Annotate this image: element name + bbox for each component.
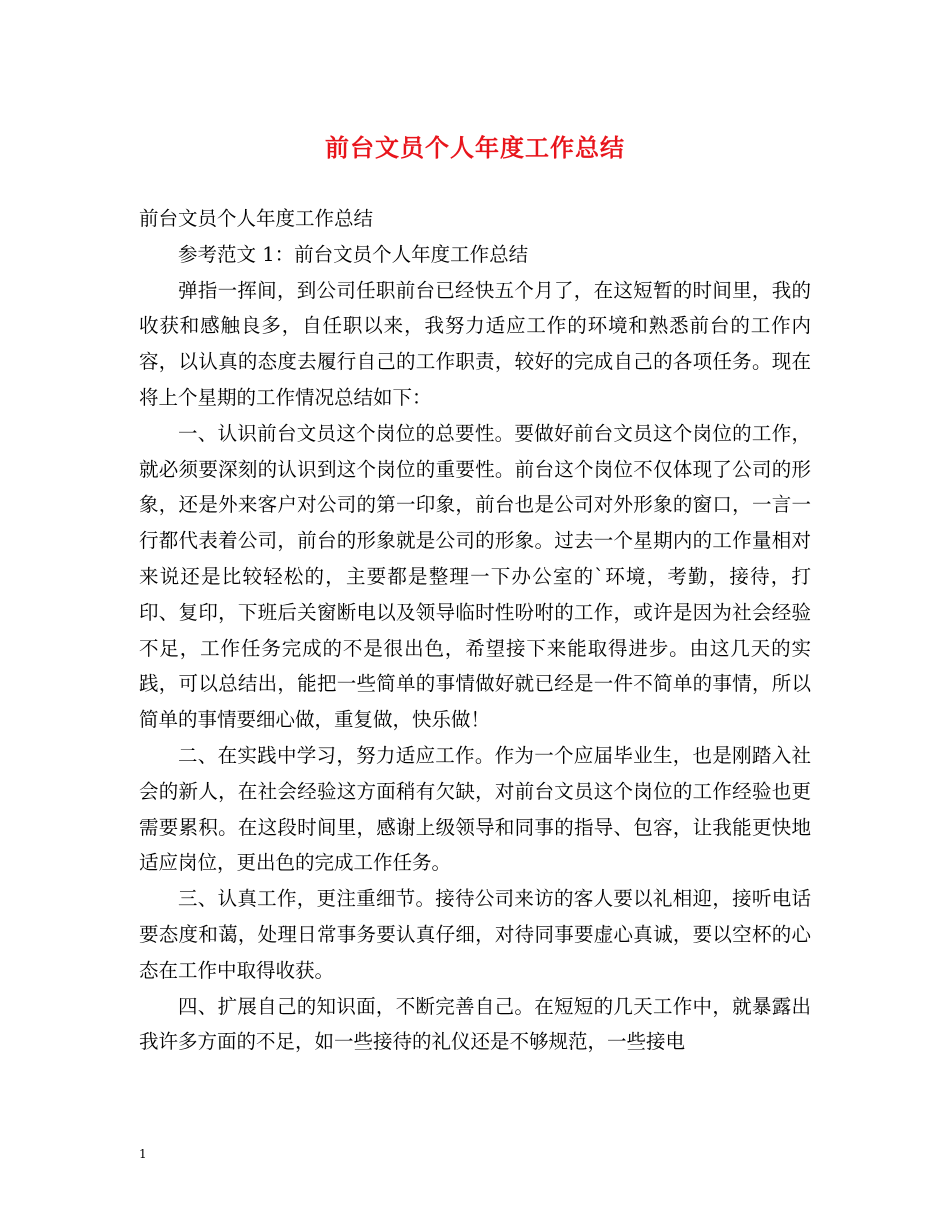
paragraph-intro: 弹指一挥间，到公司任职前台已经快五个月了，在这短暂的时间里，我的收获和感触良多，自任职以来，我努力适应工作的环境和熟悉前台的工作内容，以认真的态度去履行自己的工作职责，较好的完成自己的各项任务。现在将上个星期的工作情况总结如下： (139, 278, 811, 409)
page-number: 1 (139, 1147, 147, 1161)
paragraph-section-4: 四、扩展自己的知识面，不断完善自己。在短短的几天工作中，就暴露出我许多方面的不足，如一些接待的礼仪还是不够规范，一些接电 (139, 994, 811, 1054)
document-subtitle: 前台文员个人年度工作总结 (139, 207, 374, 230)
document-body (139, 201, 811, 1060)
document-title: 前台文员个人年度工作总结 (325, 133, 625, 162)
paragraph-section-1: 一、认识前台文员这个岗位的总要性。要做好前台文员这个岗位的工作，就必须要深刻的认识到这个岗位的重要性。前台这个岗位不仅体现了公司的形象，还是外来客户对公司的第一印象，前台也是公司对外形象的窗口，一言一行都代表着公司，前台的形象就是公司的形象。过去一个星期内的工作量相对来说还是比较轻松的，主要都是整理一下办公室的`环境，考勤，接待，打印、复印，下班后关窗断电以及领导临时性吩咐的工作，或许是因为社会经验不足，工作任务完成的不是很出色，希望接下来能取得进步。由这几天的实践，可以总结出，能把一些简单的事情做好就已经是一件不简单的事情，所以简单的事情要细心做，重复做，快乐做！ (139, 421, 811, 732)
reference-line: 参考范文 1：前台文员个人年度工作总结 (178, 242, 529, 266)
paragraph-section-3: 三、认真工作，更注重细节。接待公司来访的客人要以礼相迎，接听电话要态度和蔼，处理日常事务要认真仔细，对待同事要虚心真诚，要以空杯的心态在工作中取得收获。 (139, 887, 811, 982)
paragraph-section-2: 二、在实践中学习，努力适应工作。作为一个应届毕业生，也是刚踏入社会的新人，在社会经验这方面稍有欠缺，对前台文员这个岗位的工作经验也更需要累积。在这段时间里，感谢上级领导和同事的指导、包容，让我能更快地适应岗位，更出色的完成工作任务。 (139, 743, 811, 875)
